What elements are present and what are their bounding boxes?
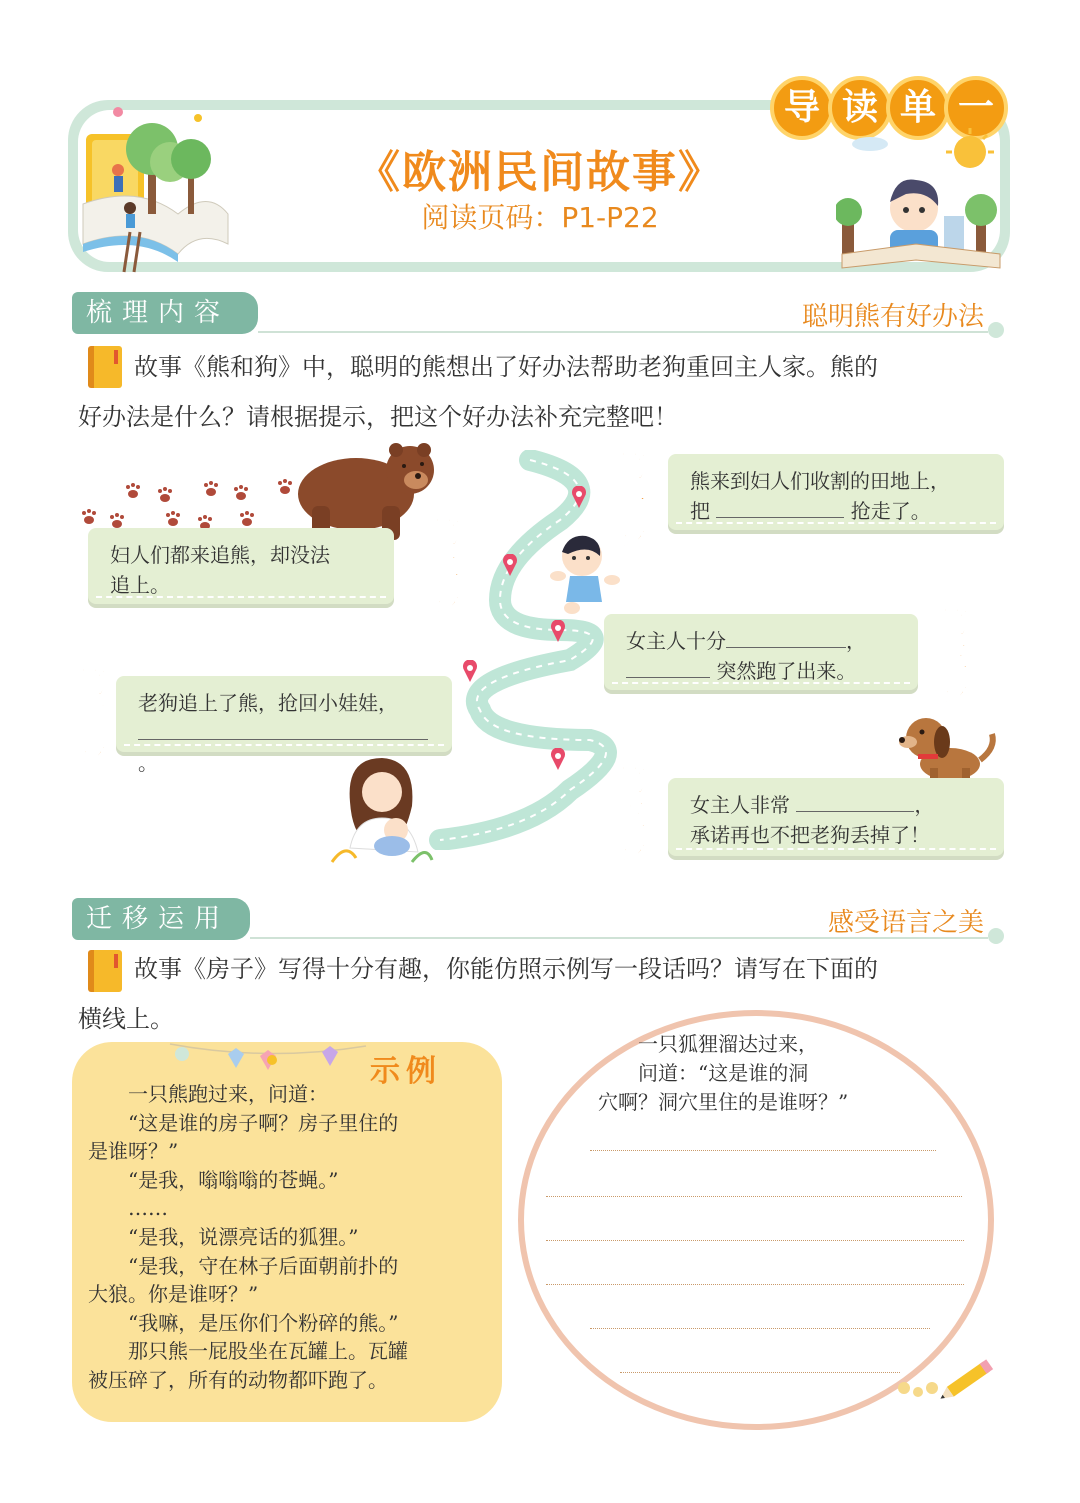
example-line: 一只熊跑过来，问道：: [88, 1082, 328, 1106]
step-1-text-a: 把: [690, 499, 710, 523]
step-3-box: [604, 614, 918, 690]
example-line: 那只熊一屁股坐在瓦罐上。瓦罐: [88, 1339, 408, 1364]
step-3-blank-1[interactable]: [726, 628, 846, 648]
example-text: [88, 1080, 488, 1395]
example-line: 是谁呀？”: [88, 1139, 179, 1164]
step-1-line-2: [690, 496, 982, 526]
step-5-line-2: 承诺再也不把老狗丢掉了！: [690, 823, 930, 847]
step-5-text-a: 女主人非常: [690, 793, 790, 817]
map-pin-icon: [502, 554, 518, 576]
step-4-text-b: 。: [138, 751, 158, 775]
writing-line[interactable]: [546, 1196, 962, 1197]
circle-text-line: 一只狐狸溜达过来，: [638, 1032, 818, 1056]
prompt-line-1: 故事《熊和狗》中，聪明的熊想出了好办法帮助老狗重回主人家。熊的: [134, 353, 878, 381]
step-5-text-b: ，: [914, 793, 935, 817]
step-1-blank[interactable]: [716, 498, 844, 518]
pencil-icon: [890, 1348, 1000, 1404]
book-title: 《欧洲民间故事》: [356, 147, 724, 198]
step-3-blank-2[interactable]: [626, 658, 710, 678]
step-2-box: [88, 528, 394, 604]
step-4-blank[interactable]: [138, 720, 428, 740]
example-title: 示例: [370, 1054, 442, 1089]
step-2-line-2: 追上。: [110, 573, 170, 597]
writing-line[interactable]: [590, 1150, 936, 1151]
step-3-line-2: [626, 656, 896, 686]
step-1-text-b: 抢走了。: [850, 499, 931, 523]
example-line: “我嘛，是压你们个粉碎的熊。”: [88, 1310, 399, 1335]
badge-char-2: 读: [828, 76, 892, 140]
step-4-line-2: [138, 718, 430, 778]
example-line: “是我，嗡嗡嗡的苍蝇。”: [88, 1167, 339, 1192]
section-subtitle: 聪明熊有好办法: [801, 302, 984, 332]
step-5-label: 第五步: [617, 765, 647, 868]
writing-line[interactable]: [620, 1372, 900, 1373]
step-1-line-1: 熊来到妇人们收割的田地上，: [690, 469, 950, 493]
prompt-line-2: 好办法是什么？请根据提示，把这个好办法补充完整吧！: [78, 403, 678, 431]
step-5-box: [668, 778, 1004, 856]
section-divider-dot: [988, 928, 1004, 944]
step-2-line-1: 妇人们都来追熊，却没法: [110, 543, 330, 567]
step-3-line-1: [626, 626, 896, 656]
circle-text-line: 穴啊？洞穴里住的是谁呀？”: [598, 1090, 849, 1114]
step-3-text-b: ，: [846, 629, 866, 653]
section-subtitle: 感受语言之美: [827, 908, 984, 938]
step-5-line-1: [690, 790, 982, 820]
book-icon: [88, 950, 122, 992]
step-4-box: [116, 676, 452, 775]
step-3-text-a: 女主人十分: [626, 629, 726, 653]
reading-child-illustration: [836, 126, 1006, 276]
baby-illustration: [548, 530, 624, 614]
step-3-text-c: 突然跑了出来。: [716, 659, 857, 683]
map-pin-icon: [462, 660, 478, 682]
map-pin-icon: [550, 748, 566, 770]
example-line: 被压碎了，所有的动物都吓跑了。: [88, 1367, 388, 1392]
step-2-label: 第二步: [431, 517, 461, 620]
book-icon: [88, 346, 122, 388]
page-range: 阅读页码：P1-P22: [421, 201, 659, 234]
step-1-label: 第一步: [617, 451, 647, 554]
books-illustration: [78, 104, 238, 274]
prompt-line-2: 横线上。: [78, 1005, 174, 1033]
step-4-label: 第四步: [77, 667, 107, 770]
map-pin-icon: [571, 486, 587, 508]
example-line: ……: [88, 1196, 168, 1221]
bunting-decoration: [168, 1040, 368, 1076]
example-line: “这是谁的房子啊？房子里住的: [88, 1110, 399, 1135]
badge-char-1: 导: [770, 76, 834, 140]
step-4-line-1: 老狗追上了熊，抢回小娃娃，: [138, 691, 398, 715]
section-divider-dot: [988, 322, 1004, 338]
step-3-label: 第三步: [939, 607, 969, 710]
circle-text-line: 问道：“这是谁的洞: [638, 1061, 809, 1085]
writing-line[interactable]: [546, 1284, 964, 1285]
example-line: “是我，守在林子后面朝前扑的: [88, 1253, 399, 1278]
writing-line[interactable]: [590, 1328, 930, 1329]
section-tag-apply: 迁移运用: [72, 898, 250, 940]
example-line: “是我，说漂亮话的狐狸。”: [88, 1224, 359, 1249]
badge-char-4: 一: [944, 76, 1008, 140]
prompt-line-1: 故事《房子》写得十分有趣，你能仿照示例写一段话吗？请写在下面的: [134, 955, 878, 983]
badge-char-3: 单: [886, 76, 950, 140]
section-tag-content: 梳理内容: [72, 292, 258, 334]
map-pin-icon: [550, 620, 566, 642]
step-1-box: [668, 454, 1004, 530]
writing-line[interactable]: [546, 1240, 964, 1241]
step-5-blank[interactable]: [796, 792, 914, 812]
example-line: 大狼。你是谁呀？”: [88, 1282, 259, 1307]
